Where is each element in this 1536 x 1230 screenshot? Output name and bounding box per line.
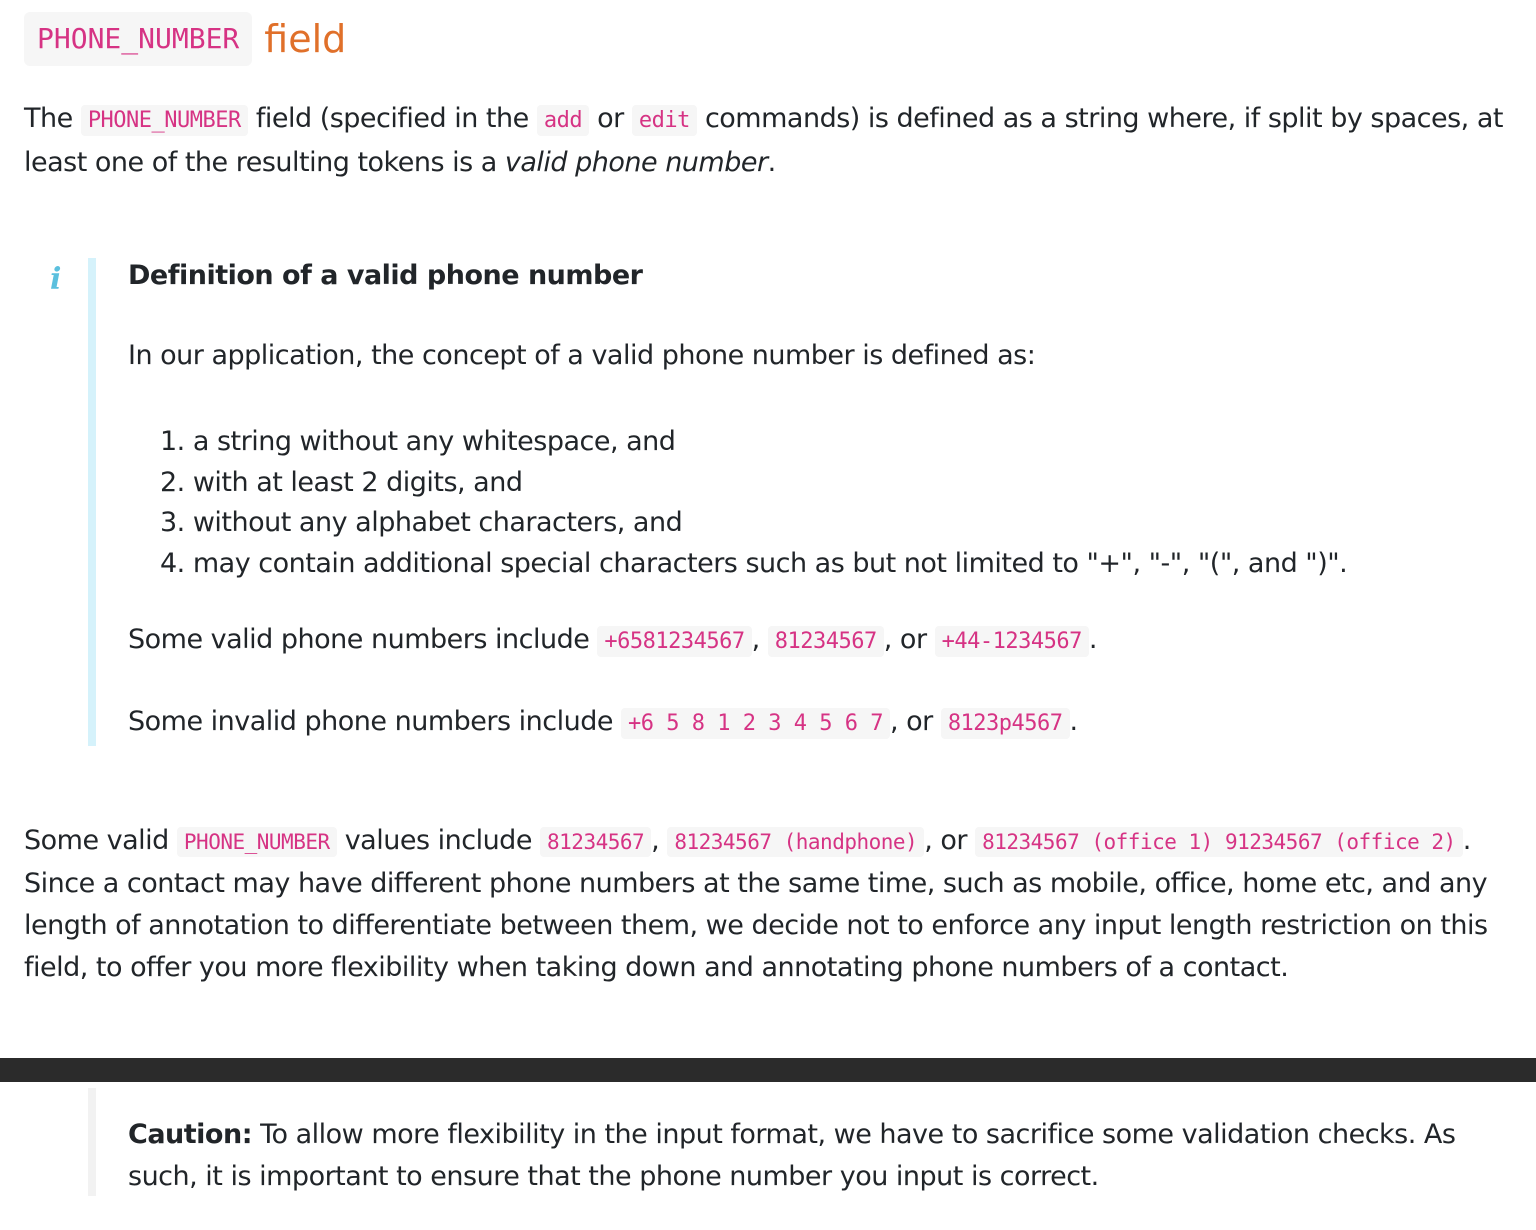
emphasis: valid phone number: [504, 147, 768, 178]
inline-code: +6 5 8 1 2 3 4 5 6 7: [621, 708, 890, 739]
inline-code: +44-1234567: [935, 626, 1089, 657]
info-heading: Definition of a valid phone number: [128, 260, 643, 291]
invalid-examples: Some invalid phone numbers include +6 5 8 1 2 3 4 5 6 7 , or 8123p4567 .: [128, 706, 1078, 737]
caution-callout: [0, 1088, 1536, 1198]
title-code: PHONE_NUMBER: [24, 12, 252, 66]
info-intro: In our application, the concept of a valid phone number is defined as:: [128, 340, 1036, 371]
caution-label: Caution:: [128, 1119, 252, 1150]
inline-code: edit: [632, 105, 697, 136]
info-callout-bar: [88, 258, 96, 746]
rule-list: [160, 422, 1347, 584]
inline-code: 81234567: [540, 827, 651, 857]
list-item: 1. a string without any whitespace, and: [160, 426, 676, 457]
inline-code: PHONE_NUMBER: [177, 827, 337, 857]
list-item: 4. may contain additional special characters such as but not limited to "+", "-", "(", and ")".: [160, 547, 1348, 579]
inline-code: add: [537, 105, 589, 136]
inline-code: PHONE_NUMBER: [81, 105, 248, 136]
list-item: 2. with at least 2 digits, and: [160, 466, 523, 498]
section-title: [24, 12, 346, 66]
inline-code: 81234567: [768, 626, 884, 657]
valid-examples: Some valid phone numbers include +6581234567 , 81234567 , or +44-1234567 .: [128, 624, 1097, 655]
inline-code: +6581234567: [597, 626, 751, 657]
section-divider: [0, 1058, 1536, 1082]
intro-paragraph: The PHONE_NUMBER field (specified in the add or edit commands) is defined as a string where, if split by spaces, at least one of the resulting tokens is a valid phone number.: [24, 103, 1503, 178]
info-callout: [0, 256, 1536, 746]
inline-code: 8123p4567: [941, 708, 1070, 739]
list-item: 3. without any alphabet characters, and: [160, 507, 683, 538]
values-paragraph: Some valid PHONE_NUMBER values include 81234567 , 81234567 (handphone) , or 81234567 (office 1) 91234567 (office 2) . Since a contact may have different phone numbers at the same time, such as mobile, office, home etc, and any length of annotation to differentiate between them, we decide not to enforce any input length restriction on this field, to offer you more flexibility when taking down and annotating phone numbers of a contact.: [24, 825, 1488, 983]
title-word: field: [264, 17, 347, 61]
caution-callout-bar: [88, 1088, 96, 1196]
info-icon: i: [50, 262, 62, 297]
caution-text: Caution: To allow more flexibility in the input format, we have to sacrifice some validation checks. As such, it is important to ensure that the phone number you input is correct.: [128, 1119, 1456, 1192]
inline-code: 81234567 (handphone): [667, 827, 924, 857]
inline-code: 81234567 (office 1) 91234567 (office 2): [975, 827, 1463, 857]
